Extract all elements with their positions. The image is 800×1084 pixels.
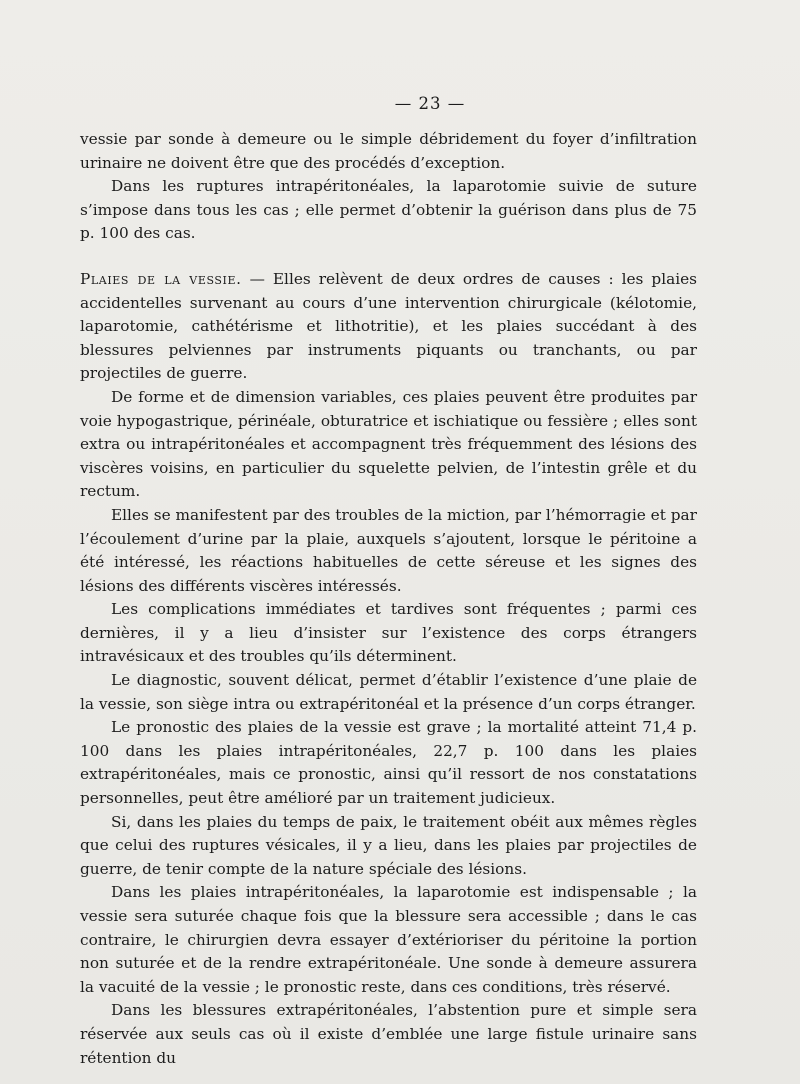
paragraph-intraperitoneal-wounds: Dans les plaies intrapéritonéales, la laparotomie est indispensable ; la vessie sera suturée chaque fois que la blessure sera accessible ; dans le cas contraire, le chirurgien devra essayer d’extérioriser du péritoine la portion non suturée et de la rendre extrapéritonéale. Une sonde à demeure assurera la vacuité de la vessie ; le pronostic reste, dans ces conditions, très réservé. <box>80 883 697 996</box>
paragraph-section-plaies <box>80 268 697 386</box>
paragraph-diagnostic: Le diagnostic, souvent délicat, permet d’établir l’existence d’une plaie de la vessie, son siège intra ou extrapéritonéal et la présence d’un corps étranger. <box>80 671 697 713</box>
paragraph-continuation: vessie par sonde à demeure ou le simple débridement du foyer d’infiltration urinaire ne doivent être que des procédés d’exception. <box>80 130 697 172</box>
paragraph-pronostic: Le pronostic des plaies de la vessie est grave ; la mortalité atteint 71,4 p. 100 dans les plaies intrapéritonéales, 22,7 p. 100 dans les plaies extrapéritonéales, mais ce pronostic, ainsi qu’il ressort de nos constatations personnelles, peut être amélioré par un traitement judicieux. <box>80 718 697 808</box>
body-text <box>80 128 697 1070</box>
paragraph-intraperitoneal-ruptures: Dans les ruptures intrapéritonéales, la laparotomie suivie de suture s’impose dans tous les cas ; elle permet d’obtenir la guérison dans plus de 75 p. 100 des cas. <box>80 177 697 243</box>
paragraph-extraperitoneal-wounds: Dans les blessures extrapéritonéales, l’abstention pure et simple sera réservée aux seuls cas où il existe d’emblée une large fistule urinaire sans rétention du <box>80 1001 697 1067</box>
paragraph-complications: Les complications immédiates et tardives sont fréquentes ; parmi ces dernières, il y a lieu d’insister sur l’existence des corps étrangers intravésicaux et des troubles qu’ils déterminent. <box>80 600 697 666</box>
paragraph-manifestations: Elles se manifestent par des troubles de la miction, par l’hémorragie et par l’écoulement d’urine par la plaie, auxquels s’ajoutent, lorsque le péritoine a été intéressé, les réactions habituelles de cette séreuse et les signes des lésions des différents viscères intéressés. <box>80 505 697 595</box>
section-intro-text: — Elles relèvent de deux ordres de causes : les plaies accidentelles survenant au cours d’une intervention chirurgicale (kélotomie, laparotomie, cathétérisme et lithotritie), et les plaies succédant à des blessures pelviennes par instruments piquants ou tranchants, ou par projectiles de guerre. <box>80 269 697 383</box>
section-heading: Plaies de la vessie. <box>80 269 242 288</box>
paragraph-traitement: Si, dans les plaies du temps de paix, le traitement obéit aux mêmes règles que celui des ruptures vésicales, il y a lieu, dans les plaies par projectiles de guerre, de tenir compte de la nature spéciale des lésions. <box>80 812 697 878</box>
paragraph-forme: De forme et de dimension variables, ces plaies peuvent être produites par voie hypogastrique, périnéale, obturatrice et ischiatique ou fessière ; elles sont extra ou intrapéritonéales et accompagnent très fréquemment des lésions des viscères voisins, en particulier du squelette pelvien, de l’intestin grêle et du rectum. <box>80 387 697 501</box>
page-number: — 23 — <box>394 94 466 113</box>
